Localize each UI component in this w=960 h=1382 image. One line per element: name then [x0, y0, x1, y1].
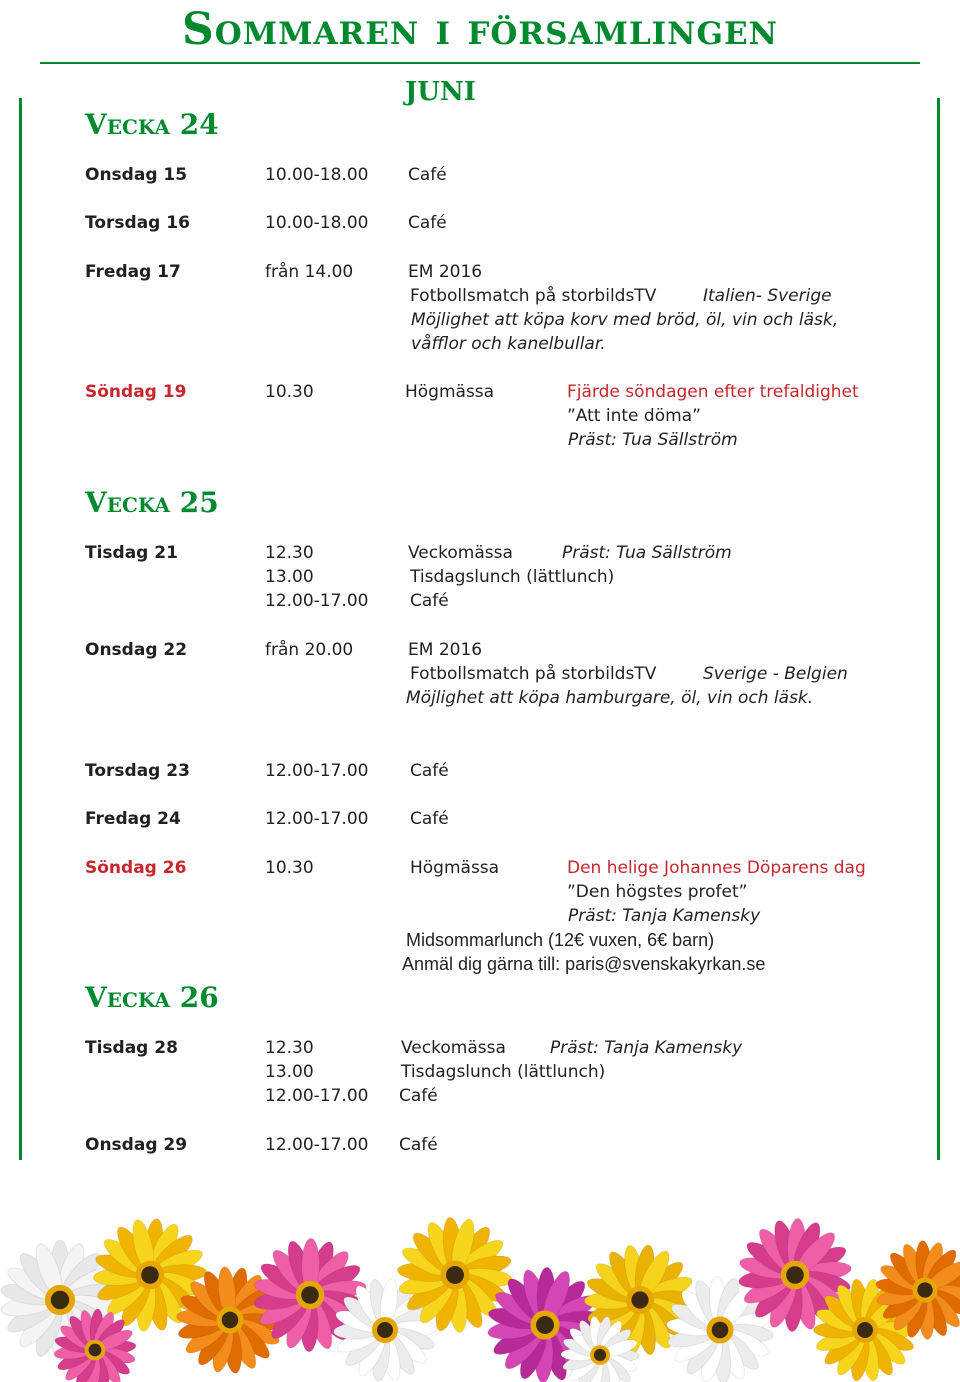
- priest-label: Präst: Tanja Kamensky: [568, 906, 761, 926]
- event-label: Veckomässa: [401, 1038, 506, 1058]
- time-label: 12.00-17.00: [265, 761, 369, 781]
- time-label: från 14.00: [265, 262, 354, 282]
- time-label: 10.30: [265, 382, 314, 402]
- month-heading: JUNI: [405, 77, 476, 107]
- day-label: Fredag 17: [85, 262, 181, 282]
- event-label: Tisdagslunch (lättlunch): [401, 1062, 606, 1082]
- day-label: Fredag 24: [85, 809, 181, 829]
- priest-label: Präst: Tua Sällström: [562, 543, 732, 563]
- event-label: Café: [408, 165, 447, 185]
- day-label: Tisdag 28: [85, 1038, 178, 1058]
- time-label: 12.30: [265, 1038, 314, 1058]
- event-label: Högmässa: [405, 382, 495, 402]
- event-label: Högmässa: [410, 858, 500, 878]
- event-detail: våfflor och kanelbullar.: [411, 334, 606, 354]
- event-detail: Möjlighet att köpa hamburgare, öl, vin och läsk.: [406, 688, 814, 708]
- signup-info: Anmäl dig gärna till: paris@svenskakyrkan.se: [402, 954, 766, 974]
- week-heading-24: Vecka 24: [85, 108, 219, 141]
- page-title: Sommaren i församlingen: [182, 4, 778, 55]
- event-detail: Fotbollsmatch på storbildsTV: [410, 286, 657, 306]
- day-label: Söndag 26: [85, 858, 187, 878]
- sermon-theme: ”Att inte döma”: [567, 406, 701, 426]
- day-label: Söndag 19: [85, 382, 187, 402]
- day-label: Onsdag 15: [85, 165, 188, 185]
- sunday-name: Den helige Johannes Döparens dag: [567, 858, 866, 878]
- event-detail: Fotbollsmatch på storbildsTV: [410, 664, 657, 684]
- title-divider: [40, 62, 920, 64]
- time-label: 13.00: [265, 567, 314, 587]
- time-label: 10.30: [265, 858, 314, 878]
- event-label: Café: [408, 213, 447, 233]
- time-label: 12.00-17.00: [265, 591, 369, 611]
- day-label: Onsdag 29: [85, 1135, 188, 1155]
- priest-label: Präst: Tua Sällström: [568, 430, 738, 450]
- time-label: 12.00-17.00: [265, 1086, 369, 1106]
- priest-label: Präst: Tanja Kamensky: [550, 1038, 743, 1058]
- sunday-name: Fjärde söndagen efter trefaldighet: [567, 382, 859, 402]
- match-label: Sverige - Belgien: [703, 664, 848, 684]
- match-label: Italien- Sverige: [703, 286, 832, 306]
- day-label: Onsdag 22: [85, 640, 188, 660]
- event-label: Tisdagslunch (lättlunch): [410, 567, 615, 587]
- event-detail: Möjlighet att köpa korv med bröd, öl, vin och läsk,: [411, 310, 839, 330]
- day-label: Torsdag 16: [85, 213, 190, 233]
- lunch-info: Midsommarlunch (12€ vuxen, 6€ barn): [406, 930, 715, 950]
- event-label: Café: [399, 1086, 438, 1106]
- time-label: 12.30: [265, 543, 314, 563]
- left-border-line: [19, 98, 22, 1160]
- time-label: från 20.00: [265, 640, 354, 660]
- day-label: Torsdag 23: [85, 761, 190, 781]
- week-heading-26: Vecka 26: [85, 981, 219, 1014]
- right-border-line: [937, 98, 940, 1160]
- event-label: Café: [410, 591, 449, 611]
- event-label: EM 2016: [408, 640, 483, 660]
- time-label: 10.00-18.00: [265, 213, 369, 233]
- event-label: Café: [410, 809, 449, 829]
- time-label: 13.00: [265, 1062, 314, 1082]
- time-label: 12.00-17.00: [265, 809, 369, 829]
- event-label: Café: [410, 761, 449, 781]
- day-label: Tisdag 21: [85, 543, 178, 563]
- event-label: EM 2016: [408, 262, 483, 282]
- time-label: 12.00-17.00: [265, 1135, 369, 1155]
- flower-border-image: [0, 1180, 960, 1382]
- sermon-theme: ”Den högstes profet”: [567, 882, 748, 902]
- event-label: Veckomässa: [408, 543, 513, 563]
- time-label: 10.00-18.00: [265, 165, 369, 185]
- event-label: Café: [399, 1135, 438, 1155]
- week-heading-25: Vecka 25: [85, 486, 219, 519]
